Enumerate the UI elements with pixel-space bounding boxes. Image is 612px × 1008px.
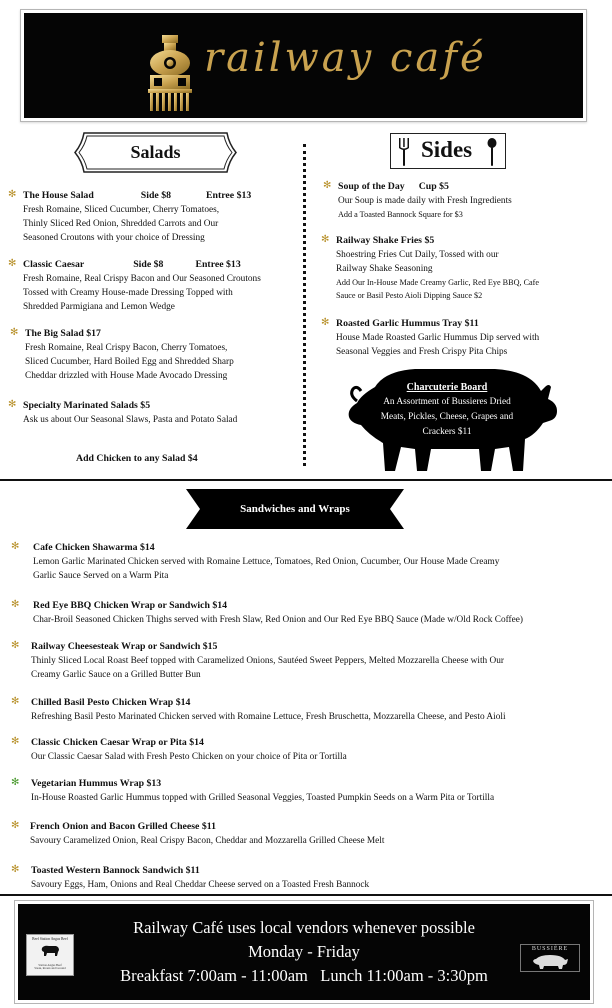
maple-leaf-icon: ✻ (11, 599, 20, 610)
add-chicken-note: Add Chicken to any Salad $4 (76, 453, 198, 464)
item-title: Railway Shake Fries $5 (336, 235, 435, 246)
green-leaf-icon: ✻ (11, 777, 20, 788)
item-description: Fresh Romaine, Real Crispy Bacon and Our Seasoned Croutons Tossed with Creamy House-made Dressing Topped with Shredded Parmigiana and Lemon Wedge (23, 274, 261, 312)
footer-vendors-line: Railway Café uses local vendors whenever possible (133, 918, 475, 937)
maple-leaf-icon: ✻ (10, 327, 19, 338)
salad-item-house (8, 189, 303, 245)
item-title: Toasted Western Bannock Sandwich $11 (31, 865, 200, 876)
vendor-right-name: BUSSIÈRE (531, 946, 569, 952)
item-price-side: Side $8 (140, 190, 171, 201)
sandwich-item-pesto (11, 696, 593, 724)
vendor-left-lines: Station Angus Beef Steak, Roasts and Ground (34, 963, 66, 971)
pig-logo-icon (530, 954, 570, 970)
item-description: Thinly Sliced Local Roast Beef topped with Caramelized Onions, Sautéed Sweet Peppers, Melted Mozzarella Cheese with Our Creamy Garlic Sauce on a Grilled Butter Bun (31, 656, 504, 680)
side-item-soup (323, 180, 598, 221)
maple-leaf-icon: ✻ (8, 258, 17, 269)
spoon-icon (487, 138, 497, 166)
section-divider (0, 479, 612, 481)
item-title: French Onion and Bacon Grilled Cheese $11 (30, 821, 216, 832)
footer-hours-line: Breakfast 7:00am - 11:00am Lunch 11:00am - 3:30pm (120, 966, 488, 985)
maple-leaf-icon: ✻ (321, 234, 330, 245)
sandwich-item-bbq (11, 599, 593, 627)
item-description: Fresh Romaine, Real Crispy Bacon, Cherry Tomatoes, Sliced Cucumber, Hard Boiled Egg and Shredded Sharp Cheddar drizzled with House Made Avocado Dressing (25, 343, 234, 381)
footer-days-line: Monday - Friday (248, 942, 360, 961)
item-title: Classic Chicken Caesar Wrap or Pita $14 (31, 737, 204, 748)
maple-leaf-icon: ✻ (8, 399, 17, 410)
charcuterie-text (362, 380, 532, 440)
item-title: Specialty Marinated Salads $5 (23, 400, 151, 411)
locomotive-icon (144, 33, 196, 113)
item-description: Our Classic Caesar Salad with Fresh Pesto Chicken on your choice of Pita or Tortilla (31, 752, 347, 762)
salad-item-caesar (8, 258, 303, 314)
item-description: Refreshing Basil Pesto Marinated Chicken served with Romaine Lettuce, Fresh Bruschetta, Mozzarella Cheese, and Pesto Aioli (31, 712, 506, 722)
item-title: Soup of the Day (338, 181, 405, 192)
item-description: Savoury Eggs, Ham, Onions and Real Cheddar Cheese served on a Toasted Fresh Bannock (31, 880, 370, 890)
salads-title: Salads (130, 142, 181, 162)
charcuterie-description: An Assortment of Bussieres Dried Meats, Pickles, Cheese, Grapes and Crackers $11 (380, 397, 514, 437)
sandwich-item-shawarma (11, 541, 593, 583)
maple-leaf-icon: ✻ (11, 696, 20, 707)
maple-leaf-icon: ✻ (11, 820, 20, 831)
item-description: House Made Roasted Garlic Hummus Dip served with Seasonal Veggies and Fresh Crispy Pita Chips (336, 333, 540, 357)
footer-divider (0, 894, 612, 896)
maple-leaf-icon: ✻ (11, 864, 20, 875)
vendor-logo-bussiere (520, 944, 580, 972)
footer-banner (14, 900, 594, 1004)
sandwich-item-grilled-cheese (11, 820, 593, 848)
salad-item-specialty (8, 399, 303, 427)
sides-badge (390, 133, 506, 169)
vendor-left-name: Beef Station Angus Beef (32, 937, 68, 941)
header-background (24, 13, 583, 118)
header-banner (20, 9, 587, 122)
footer-background (18, 904, 590, 1000)
item-title: Vegetarian Hummus Wrap $13 (31, 778, 162, 789)
item-description: In-House Roasted Garlic Hummus topped with Grilled Seasonal Veggies, Toasted Pumpkin Seeds on a Warm Pita or Tortilla (31, 793, 495, 803)
column-divider (303, 144, 306, 466)
item-description: Our Soup is made daily with Fresh Ingredients (338, 196, 512, 206)
item-title: Classic Caesar (23, 259, 85, 270)
sandwiches-title: Sandwiches and Wraps (240, 503, 350, 515)
sandwich-item-bannock (11, 864, 593, 892)
salads-badge (74, 132, 237, 173)
item-description: Ask us about Our Seasonal Slaws, Pasta and Potato Salad (23, 415, 238, 425)
item-description: Lemon Garlic Marinated Chicken served with Romaine Lettuce, Tomatoes, Red Onion, Cucumber, Our House Made Creamy Garlic Sauce Served on a Warm Pita (33, 557, 500, 581)
item-title: The House Salad (23, 190, 94, 201)
item-description: Savoury Caramelized Onion, Real Crispy Bacon, Cheddar and Mozzarella Grilled Cheese Melt (30, 836, 385, 846)
sandwich-item-caesar (11, 736, 593, 764)
item-description: Fresh Romaine, Sliced Cucumber, Cherry Tomatoes, Thinly Sliced Red Onion, Shredded Carrots and Our Seasoned Croutons with your choice of Dressing (23, 205, 220, 243)
item-title: Red Eye BBQ Chicken Wrap or Sandwich $14 (33, 600, 228, 611)
sandwich-item-hummus (11, 777, 593, 805)
salad-item-big (10, 327, 303, 383)
sandwich-item-cheesesteak (11, 640, 593, 682)
item-description: Char-Broil Seasoned Chicken Thighs served with Fresh Slaw, Red Onion and Our Red Eye BBQ Sauce (Made w/Old Rock Coffee) (33, 615, 523, 625)
maple-leaf-icon: ✻ (11, 640, 20, 651)
item-title: Roasted Garlic Hummus Tray $11 (336, 318, 479, 329)
maple-leaf-icon: ✻ (11, 736, 20, 747)
item-title: Cafe Chicken Shawarma $14 (33, 542, 155, 553)
item-price-entree: Entree $13 (206, 190, 252, 201)
item-description: Shoestring Fries Cut Daily, Tossed with our Railway Shake Seasoning (336, 250, 499, 274)
side-item-hummus (321, 317, 598, 359)
item-title: The Big Salad $17 (25, 328, 101, 339)
brand-name: railway café (204, 35, 487, 81)
fork-icon (399, 138, 409, 166)
item-title: Railway Cheesesteak Wrap or Sandwich $15 (31, 641, 218, 652)
maple-leaf-icon: ✻ (8, 189, 17, 200)
charcuterie-title: Charcuterie Board (406, 382, 488, 393)
item-price: Cup $5 (418, 181, 449, 192)
sides-title: Sides (421, 137, 473, 162)
item-extra: Add a Toasted Bannock Square for $3 (338, 210, 463, 219)
item-price-side: Side $8 (133, 259, 164, 270)
maple-leaf-icon: ✻ (321, 317, 330, 328)
item-price-entree: Entree $13 (195, 259, 241, 270)
item-extra: Add Our In-House Made Creamy Garlic, Red Eye BBQ, Cafe Sauce or Basil Pesto Aioli Dipping Sauce $2 (336, 278, 540, 300)
side-item-fries (321, 234, 598, 302)
maple-leaf-icon: ✻ (323, 180, 332, 191)
item-title: Chilled Basil Pesto Chicken Wrap $14 (31, 697, 191, 708)
maple-leaf-icon: ✻ (11, 541, 20, 552)
